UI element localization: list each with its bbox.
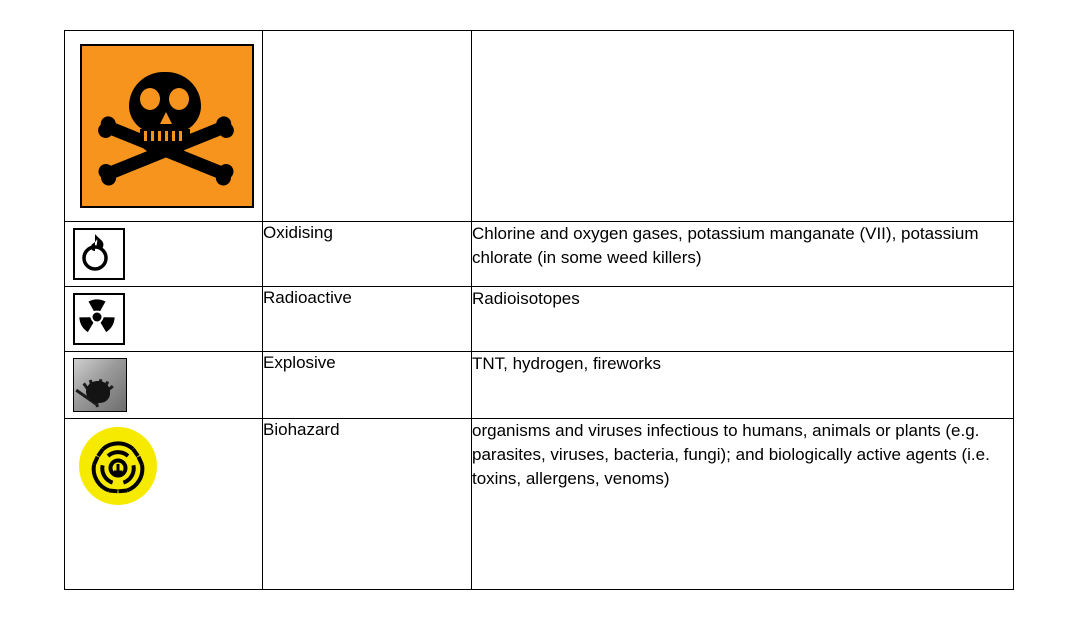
table-row bbox=[65, 352, 1014, 419]
hazard-name-explosive: Explosive bbox=[263, 352, 472, 419]
hazard-examples-toxic bbox=[472, 31, 1014, 222]
hazard-examples-oxidising: Chlorine and oxygen gases, potassium manganate (VII), potassium chlorate (in some weed killers) bbox=[472, 222, 1014, 287]
hazard-name-toxic bbox=[263, 31, 472, 222]
oxidising-flame-over-circle-icon bbox=[73, 228, 125, 280]
hazard-symbols-table bbox=[64, 30, 1014, 590]
hazard-examples-biohazard: organisms and viruses infectious to humans, animals or plants (e.g. parasites, viruses, bacteria, fungi); and biologically active agents (i.e. toxins, allergens, venoms) bbox=[472, 419, 1014, 590]
biohazard-icon bbox=[71, 425, 167, 505]
hazard-examples-radioactive: Radioisotopes bbox=[472, 287, 1014, 352]
explosive-blast-icon bbox=[73, 358, 127, 412]
symbol-cell-toxic bbox=[65, 31, 263, 222]
table-row bbox=[65, 419, 1014, 590]
symbol-cell-biohazard bbox=[65, 419, 263, 590]
symbol-cell-radioactive bbox=[65, 287, 263, 352]
symbol-cell-explosive bbox=[65, 352, 263, 419]
hazard-name-oxidising: Oxidising bbox=[263, 222, 472, 287]
symbol-cell-oxidising bbox=[65, 222, 263, 287]
table-row bbox=[65, 287, 1014, 352]
hazard-examples-explosive: TNT, hydrogen, fireworks bbox=[472, 352, 1014, 419]
radioactive-trefoil-icon bbox=[73, 293, 125, 345]
hazard-name-radioactive: Radioactive bbox=[263, 287, 472, 352]
table-row bbox=[65, 222, 1014, 287]
table-row bbox=[65, 31, 1014, 222]
toxic-skull-and-crossbones-icon bbox=[65, 31, 262, 221]
hazard-name-biohazard: Biohazard bbox=[263, 419, 472, 590]
